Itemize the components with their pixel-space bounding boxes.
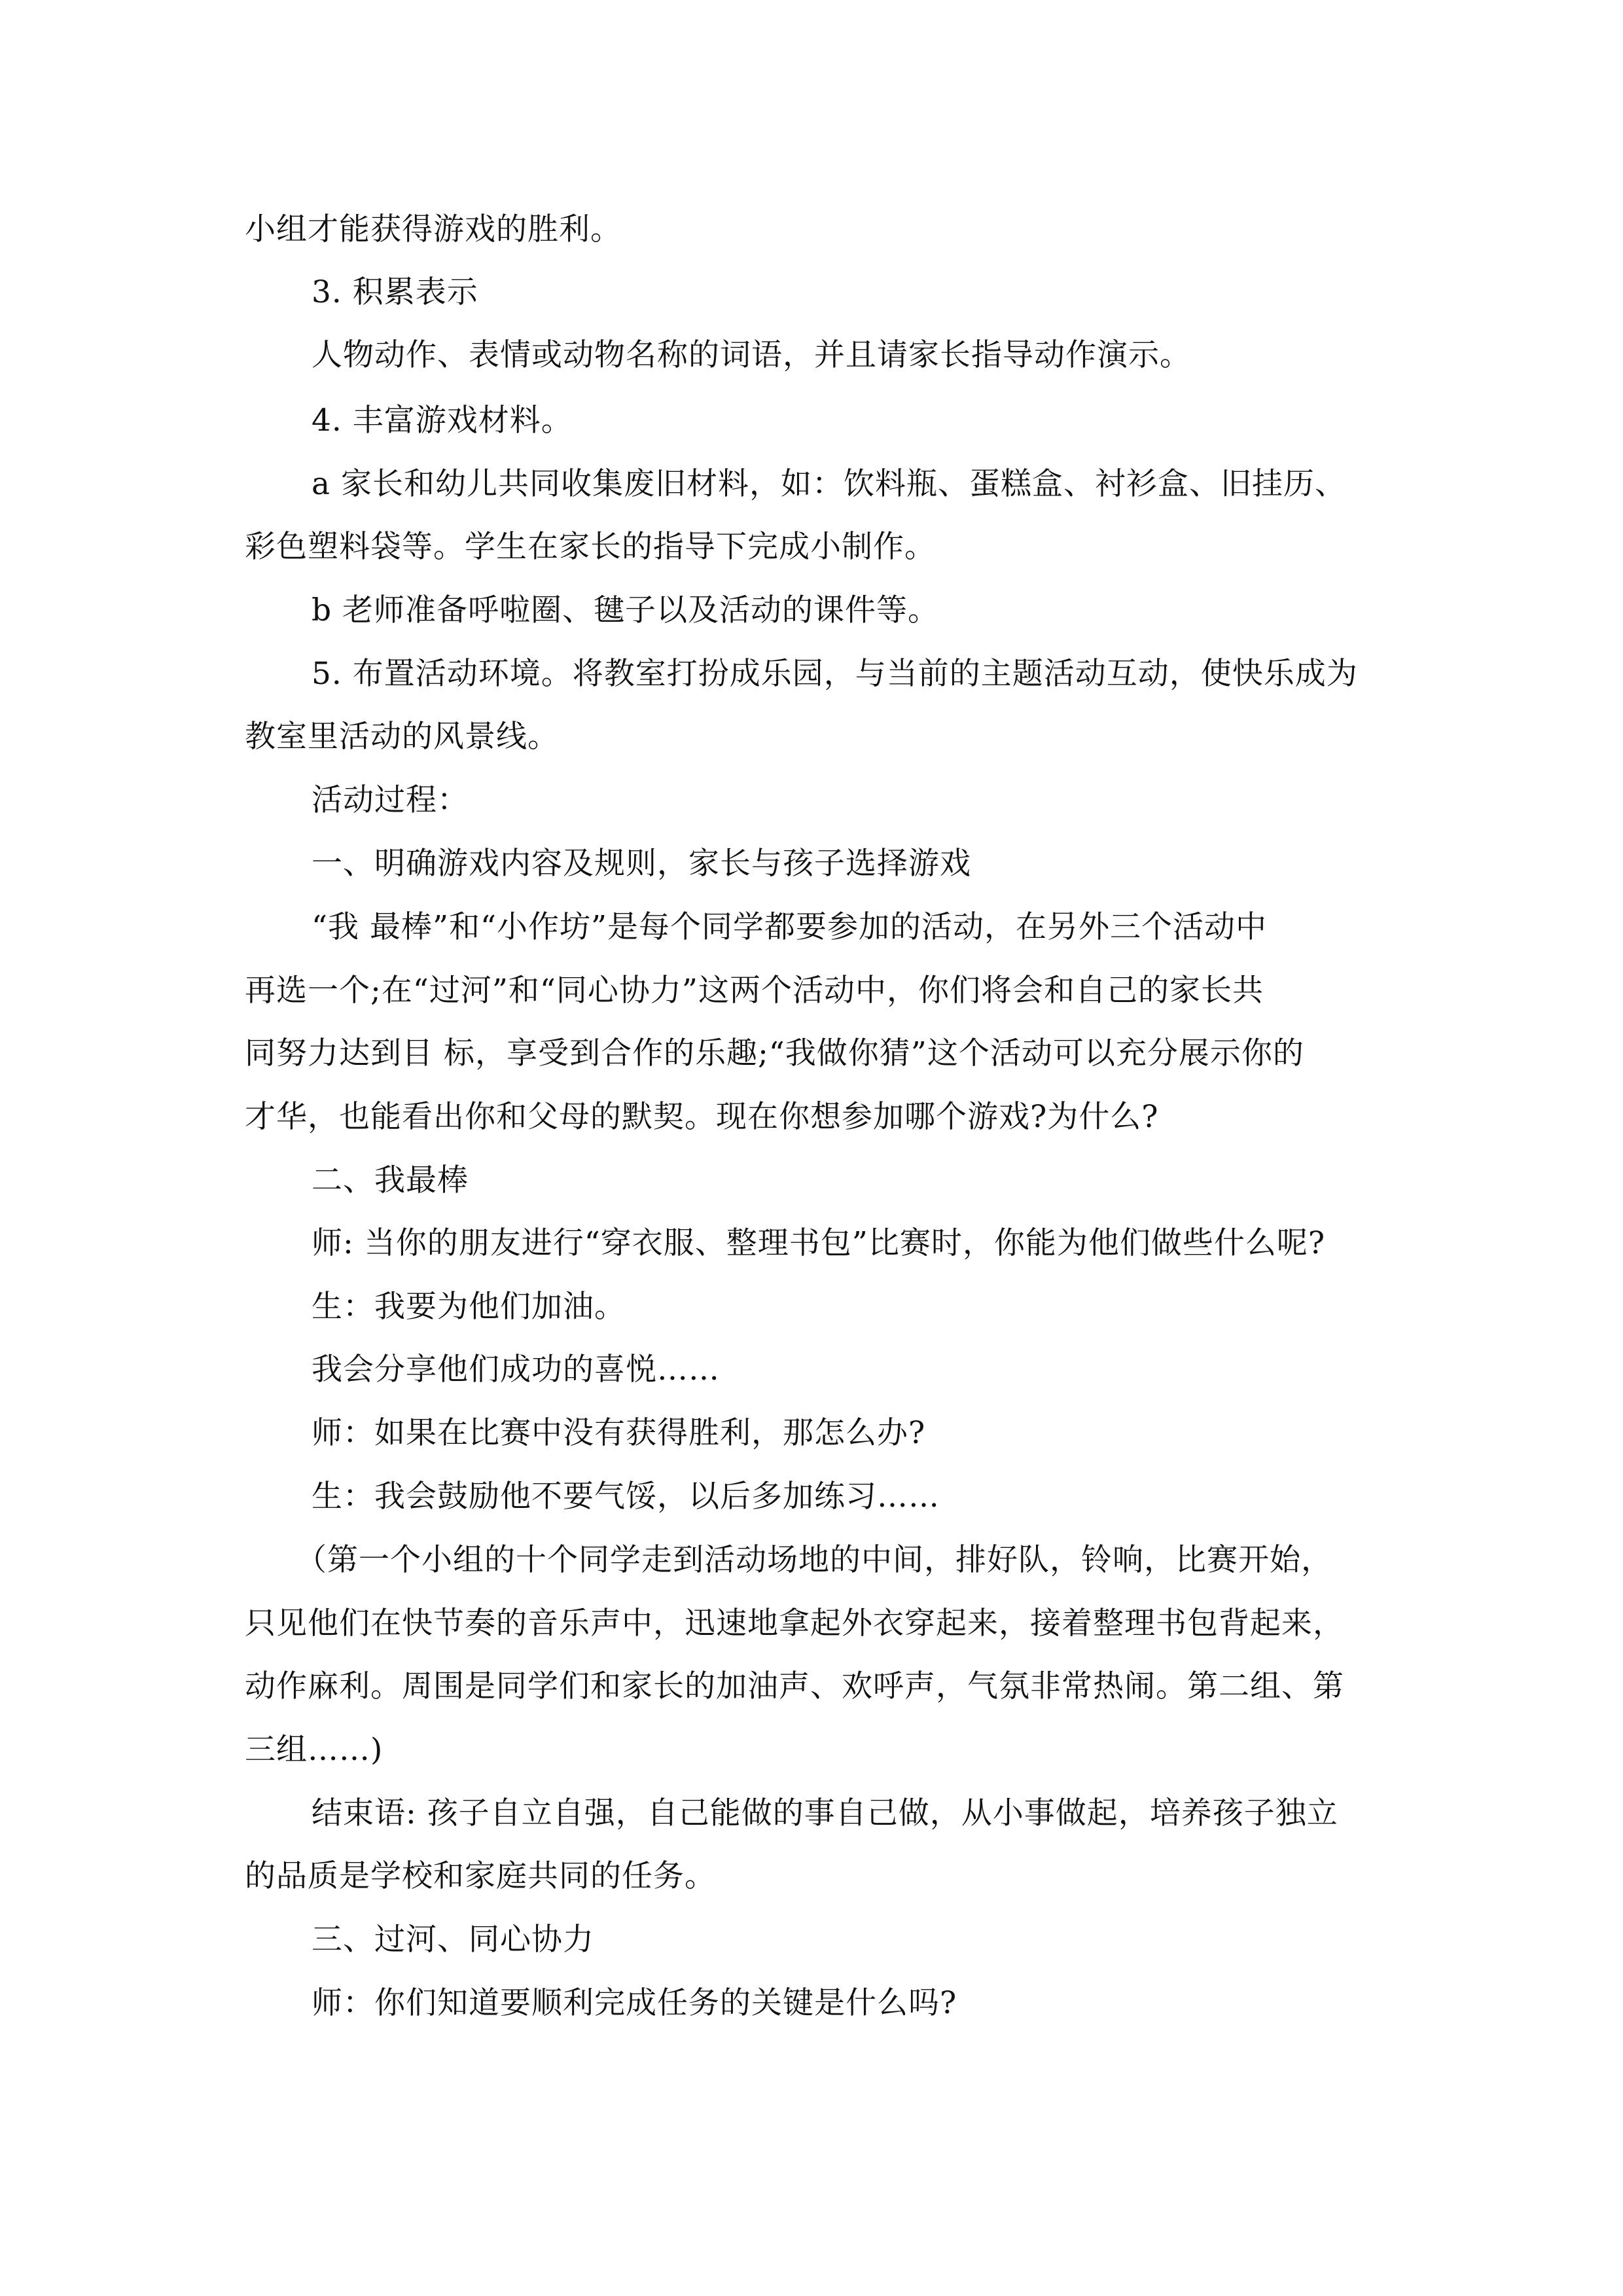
text-line-21: 生：我会鼓励他不要气馁，以后多加练习…… (312, 1479, 940, 1515)
text-line-6: 彩色塑料袋等。学生在家长的指导下完成小制作。 (245, 529, 936, 565)
text-line-12: “我 最棒”和“小作坊”是每个同学都要参加的活动，在另外三个活动中 (312, 909, 1268, 945)
text-line-16: 二、我最棒 (312, 1162, 469, 1198)
text-line-1: 小组才能获得游戏的胜利。 (245, 211, 622, 247)
text-line-22: （第一个小组的十个同学走到活动场地的中间，排好队，铃响，比赛开始， (296, 1542, 1332, 1578)
text-line-5: a 家长和幼儿共同收集废旧材料，如：饮料瓶、蛋糕盒、衬衫盒、旧挂历、 (312, 466, 1346, 502)
text-line-20: 师：如果在比赛中没有获得胜利，那怎么办? (312, 1415, 926, 1451)
text-line-28: 三、过河、同心协力 (312, 1922, 594, 1958)
text-line-11: 一、明确游戏内容及规则，家长与孩子选择游戏 (312, 846, 971, 882)
text-line-18: 生：我要为他们加油。 (312, 1289, 626, 1325)
text-line-13: 再选一个;在“过河”和“同心协力”这两个活动中，你们将会和自己的家长共 (245, 973, 1264, 1009)
text-line-25: 三组……) (245, 1732, 383, 1768)
text-line-24: 动作麻利。周围是同学们和家长的加油声、欢呼声，气氛非常热闹。第二组、第 (245, 1668, 1344, 1704)
text-line-7: b 老师准备呼啦圈、毽子以及活动的课件等。 (312, 592, 940, 628)
text-line-10: 活动过程： (312, 782, 469, 818)
text-line-4: 4. 丰富游戏材料。 (312, 403, 573, 439)
text-line-14: 同努力达到目 标，享受到合作的乐趣;“我做你猜”这个活动可以充分展示你的 (245, 1035, 1304, 1071)
text-line-2: 3. 积累表示 (312, 274, 478, 310)
text-line-23: 只见他们在快节奏的音乐声中，迅速地拿起外衣穿起来，接着整理书包背起来， (245, 1605, 1344, 1641)
text-line-9: 教室里活动的风景线。 (245, 719, 559, 755)
text-line-3: 人物动作、表情或动物名称的词语，并且请家长指导动作演示。 (312, 337, 1191, 373)
text-line-27: 的品质是学校和家庭共同的任务。 (245, 1858, 716, 1894)
text-line-29: 师：你们知道要顺利完成任务的关键是什么吗? (312, 1985, 957, 2021)
text-line-8: 5. 布置活动环境。将教室打扮成乐园，与当前的主题活动互动，使快乐成为 (312, 656, 1358, 692)
text-line-19: 我会分享他们成功的喜悦…… (312, 1352, 720, 1388)
text-line-15: 才华，也能看出你和父母的默契。现在你想参加哪个游戏?为什么? (245, 1099, 1159, 1135)
text-line-26: 结束语: 孩子自立自强，自己能做的事自己做，从小事做起，培养孩子独立 (312, 1795, 1338, 1831)
text-line-17: 师: 当你的朋友进行“穿衣服、整理书包”比赛时，你能为他们做些什么呢? (312, 1225, 1326, 1261)
